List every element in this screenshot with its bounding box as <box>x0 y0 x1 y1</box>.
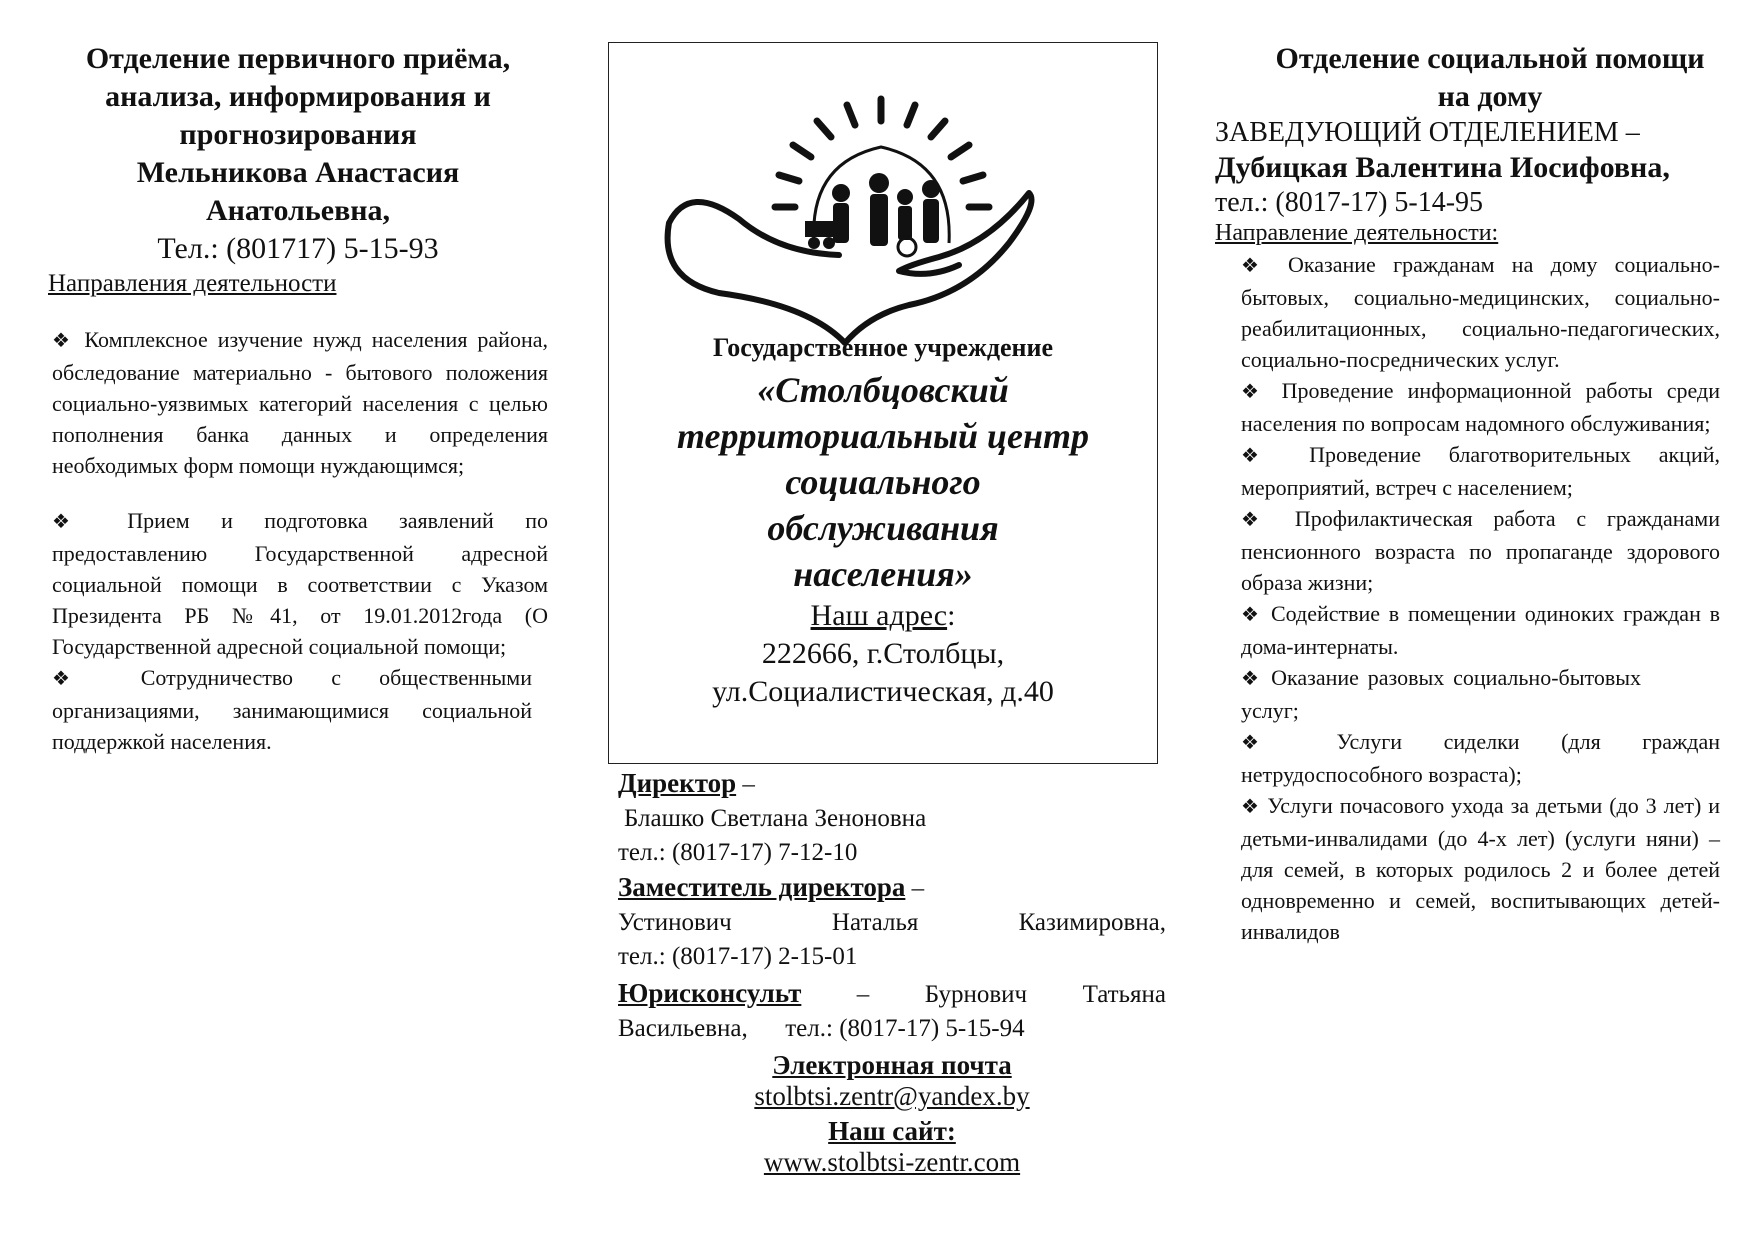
cover-frame <box>608 42 1158 764</box>
address-line-2: ул.Социалистическая, д.40 <box>712 675 1054 708</box>
director-phone: тел.: (8017-17) 7-12-10 <box>618 839 858 866</box>
list-item: ❖ Оказание разовых социально-бытовых услуг; <box>1241 665 1641 723</box>
list-item: ❖ Содействие в помещении одиноких граждан в дома-интернаты. <box>1241 601 1720 659</box>
org-name: «Столбцовский территориальный центр социального обслуживания населения» <box>677 370 1089 594</box>
site-link[interactable]: www.stolbtsi-zentr.com <box>763 1147 1021 1177</box>
address-line-1: 222666, г.Столбцы, <box>761 637 1005 670</box>
list-item: ❖ Проведение благотворительных акций, мероприятий, встреч с населением; <box>1241 442 1720 500</box>
bullet-icon: ❖ <box>52 668 103 690</box>
contacts <box>618 768 1166 1178</box>
right-phone: тел.: (8017-17) 5-14-95 <box>1215 187 1484 218</box>
deputy-heading: Заместитель директора – <box>618 872 925 902</box>
director-name: Блашко Светлана Зеноновна <box>624 805 927 832</box>
lawyer-details: Васильевна, тел.: (8017-17) 5-15-94 <box>618 1015 1025 1042</box>
site-label: Наш сайт: <box>828 1116 956 1146</box>
bullet-icon: ❖ <box>52 330 75 352</box>
email-link[interactable]: stolbtsi.zentr@yandex.by <box>754 1081 1030 1111</box>
left-section-label: Направления деятельности <box>48 270 337 297</box>
lawyer-heading: Юрисконсульт – Бурнович Татьяна <box>618 978 1166 1008</box>
director-heading: Директор – <box>618 768 755 798</box>
bullet-icon: ❖ <box>1241 732 1295 754</box>
right-panel <box>1215 40 1720 947</box>
right-section-label: Направление деятельности: <box>1215 220 1499 246</box>
list-item: ❖ Прием и подготовка заявлений по предоставлению Государственной адресной социальной помощи в соответствии с Указом Президента РБ №41, от 19.01.2012года (О Государственной адресной социальной помощи; <box>52 508 548 659</box>
bullet-icon: ❖ <box>1241 796 1261 818</box>
left-panel <box>48 40 548 757</box>
bullet-icon: ❖ <box>1241 604 1263 626</box>
bullet-icon: ❖ <box>1241 445 1282 467</box>
bullet-icon: ❖ <box>1241 668 1263 690</box>
left-list <box>48 324 548 757</box>
right-title: Отделение социальной помощи на дому <box>1275 42 1705 113</box>
list-item: ❖ Профилактическая работа с гражданами пенсионного возраста по пропаганде здорового образа жизни; <box>1241 506 1720 595</box>
list-item: ❖ Оказание гражданам на дому социально-бытовых, социально-медицинских, социально-реабилитационных, социально-педагогических, социально-посреднических услуг. <box>1241 252 1721 372</box>
bullet-icon: ❖ <box>1241 509 1275 531</box>
deputy-phone: тел.: (8017-17) 2-15-01 <box>618 943 858 970</box>
list-item: ❖ Сотрудничество с общественными организациями, занимающимися социальной поддержкой населения. <box>52 665 532 754</box>
list-item: ❖ Комплексное изучение нужд населения района, обследование материально - бытового положения социально-уязвимых категорий населения с целью пополнения банка данных и определения необходимых форм помощи нуждающимся; <box>52 327 548 478</box>
list-item: ❖ Услуги почасового ухода за детьми (до 3 лет) и детьми-инвалидами (до 4-х лет) (услуги няни) – для семей, в которых родилось 2 и более детей одновременно и семей, воспитывающих детей-инвалидов <box>1241 793 1721 944</box>
deputy-name: Устинович Наталья Казимировна, <box>618 909 1166 936</box>
left-title: Отделение первичного приёма, анализа, информирования и прогнозирования <box>85 42 511 151</box>
right-head-title: ЗАВЕДУЮЩИЙ ОТДЕЛЕНИЕМ – <box>1215 117 1640 148</box>
bullet-icon: ❖ <box>1241 381 1268 403</box>
org-type: Государственное учреждение <box>712 333 1054 362</box>
address-label: Наш адрес: <box>810 599 956 632</box>
left-head-name: Мельникова Анастасия Анатольевна, <box>136 156 460 227</box>
right-head-name: Дубицкая Валентина Иосифовна, <box>1215 151 1670 184</box>
email-label: Электронная почта <box>772 1050 1012 1080</box>
hand-heart-family-logo <box>609 43 1157 373</box>
email-block <box>618 1050 1166 1178</box>
list-item: ❖ Проведение информационной работы среди населения по вопросам надомного обслуживания; <box>1241 378 1720 436</box>
bullet-icon: ❖ <box>52 511 96 533</box>
right-list <box>1215 249 1720 947</box>
bullet-icon: ❖ <box>1241 255 1271 277</box>
left-phone: Тел.: (801717) 5-15-93 <box>157 232 439 265</box>
list-item: ❖ Услуги сиделки (для граждан нетрудоспособного возраста); <box>1241 729 1720 787</box>
